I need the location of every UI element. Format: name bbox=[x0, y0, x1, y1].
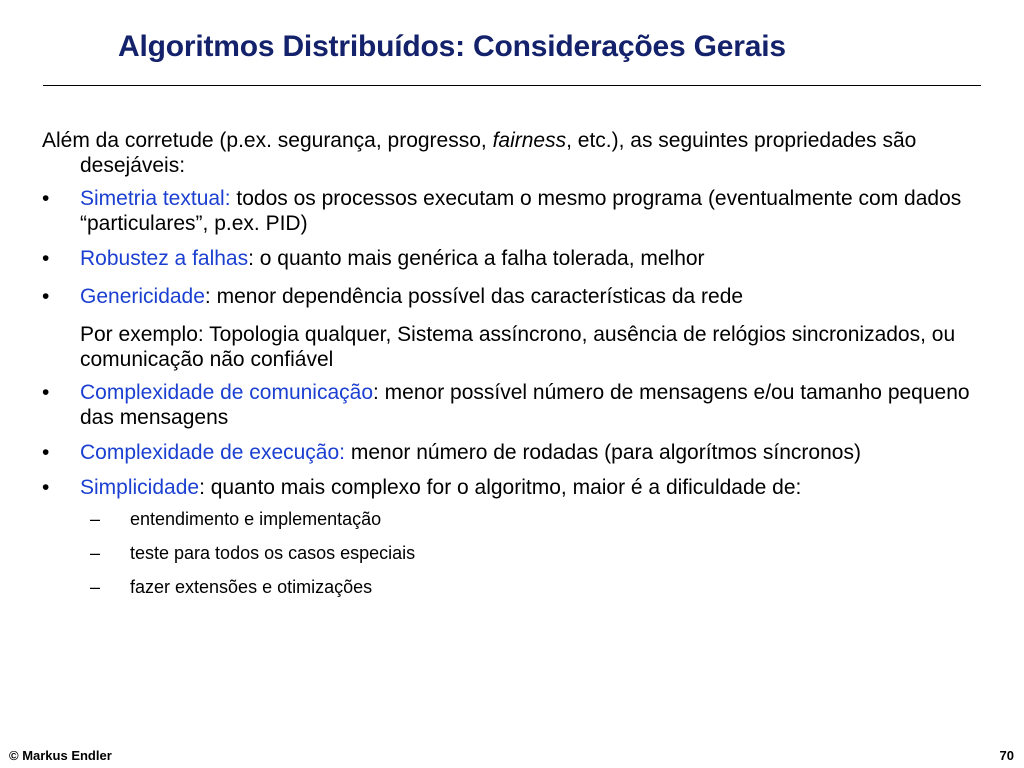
bullet-simplicidade bbox=[42, 475, 982, 500]
intro-text-after: , etc.), as seguintes propriedades são desejáveis: bbox=[80, 129, 917, 177]
bullet-marker: • bbox=[42, 187, 50, 210]
intro-italic-term: fairness bbox=[492, 129, 567, 152]
bullet-marker: • bbox=[42, 476, 50, 499]
footer-page-number: 70 bbox=[999, 748, 1014, 763]
sub-item-marker: – bbox=[90, 577, 101, 597]
sub-item-text: fazer extensões e otimizações bbox=[130, 577, 373, 597]
bullet-text: : o quanto mais genérica a falha tolerada, melhor bbox=[248, 247, 705, 270]
sub-item bbox=[42, 542, 982, 564]
bullet-complexidade-execucao bbox=[42, 440, 982, 465]
bullet-genericidade bbox=[42, 284, 982, 309]
bullet-complexidade-comunicacao bbox=[42, 380, 982, 430]
bullet-term: Simplicidade bbox=[80, 476, 200, 499]
bullet-robustez-a-falhas bbox=[42, 246, 982, 271]
bullet-text: : menor dependência possível das características da rede bbox=[204, 285, 744, 308]
sub-item bbox=[42, 576, 982, 598]
sub-item-marker: – bbox=[90, 543, 101, 563]
bullet-marker: • bbox=[42, 381, 50, 404]
bullet-term: Genericidade bbox=[80, 285, 205, 308]
sub-item-text: teste para todos os casos especiais bbox=[130, 543, 416, 563]
bullet-text: menor número de rodadas (para algorítmos síncronos) bbox=[345, 441, 861, 464]
slide-body bbox=[42, 128, 982, 598]
intro-text-before: Além da corretude (p.ex. segurança, progresso, bbox=[42, 129, 493, 152]
bullet-term: Complexidade de comunicação bbox=[80, 381, 374, 404]
genericidade-example: Por exemplo: Topologia qualquer, Sistema assíncrono, ausência de relógios sincronizados, ou comunicação não confiável bbox=[80, 323, 956, 371]
footer-author: © Markus Endler bbox=[9, 748, 112, 763]
slide-title: Algoritmos Distribuídos: Considerações Gerais bbox=[118, 30, 786, 63]
sub-item bbox=[42, 508, 982, 530]
bullet-text: : quanto mais complexo for o algoritmo, maior é a dificuldade de: bbox=[199, 476, 802, 499]
bullet-marker: • bbox=[42, 285, 50, 308]
intro-paragraph bbox=[42, 128, 982, 178]
sub-item-marker: – bbox=[90, 509, 101, 529]
bullet-term: Simetria textual: bbox=[80, 187, 231, 210]
bullet-term: Complexidade de execução: bbox=[80, 441, 346, 464]
bullet-text: : menor possível número de mensagens e/ou tamanho pequeno das mensagens bbox=[80, 381, 970, 429]
bullet-simetria-textual bbox=[42, 186, 982, 236]
bullet-marker: • bbox=[42, 441, 50, 464]
sub-item-text: entendimento e implementação bbox=[130, 509, 382, 529]
bullet-marker: • bbox=[42, 247, 50, 270]
title-divider bbox=[43, 85, 981, 86]
bullet-text: todos os processos executam o mesmo programa (eventualmente com dados “particulares”, p.ex. PID) bbox=[80, 187, 962, 235]
bullet-term: Robustez a falhas bbox=[80, 247, 249, 270]
